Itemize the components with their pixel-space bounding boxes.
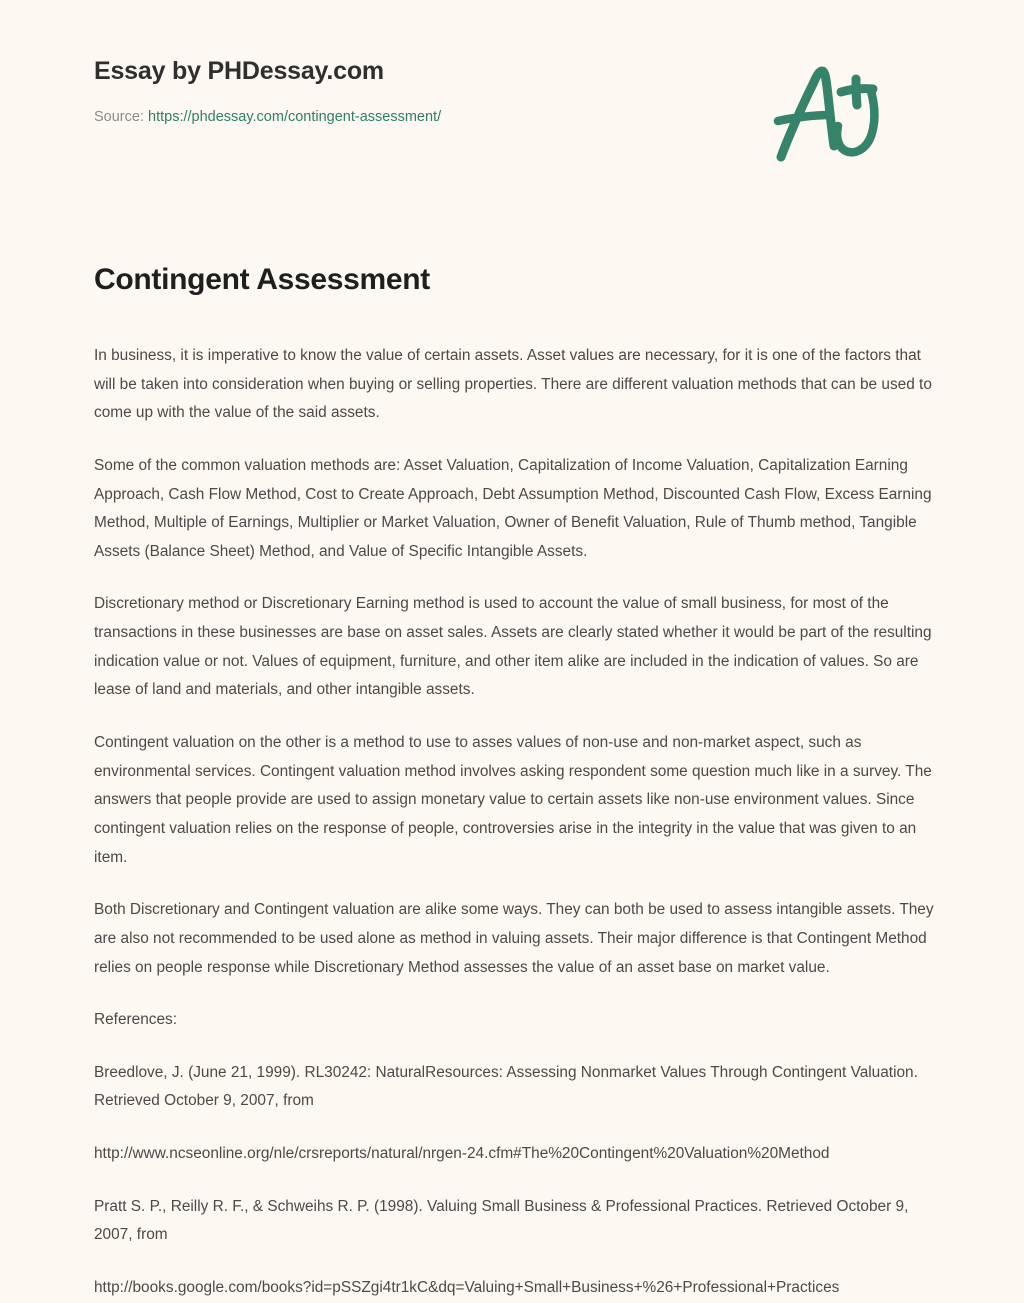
aplus-logo-icon (768, 60, 886, 164)
references-heading: References: (94, 1011, 177, 1029)
reference-entry: Breedlove, J. (June 21, 1999). RL30242: NaturalResources: Assessing Nonmarket Values Through Contingent Valuation. Retrieved October 9, 2007, from (94, 1063, 918, 1110)
paragraph: Discretionary method or Discretionary Earning method is used to account the value of small business, for most of the transactions in these businesses are base on asset sales. Assets are clearly stated whether it would be part of the resulting indication value or not. Values of equipment, furniture, and other item alike are included in the indication of values. So are lease of land and materials, and other intangible assets. (94, 595, 932, 699)
page-title: Contingent Assessment (94, 263, 430, 296)
source-url-link[interactable]: https://phdessay.com/contingent-assessment/ (148, 109, 442, 125)
reference-url: http://www.ncseonline.org/nle/crsreports/natural/nrgen-24.cfm#The%20Contingent%20Valuation%20Method (94, 1145, 830, 1163)
brand-title: Essay by PHDessay.com (94, 57, 384, 85)
paragraph: Some of the common valuation methods are: Asset Valuation, Capitalization of Income Valuation, Capitalization Earning Approach, Cash Flow Method, Cost to Create Approach, Debt Assumption Method, Discounted Cash Flow, Excess Earning Method, Multiple of Earnings, Multiplier or Market Valuation, Owner of Benefit Valuation, Rule of Thumb method, Tangible Assets (Balance Sheet) Method, and Value of Specific Intangible Assets. (94, 456, 932, 560)
reference-url: http://books.google.com/books?id=pSSZgi4tr1kC&dq=Valuing+Small+Business+%26+Professional+Practices (94, 1279, 840, 1297)
article-body (94, 342, 946, 1303)
source-label: Source: (94, 109, 144, 125)
paragraph: Both Discretionary and Contingent valuation are alike some ways. They can both be used to assess intangible assets. They are also not recommended to be used alone as method in valuing assets. Their major difference is that Contingent Method relies on people response while Discretionary Method assesses the value of an asset base on market value. (94, 901, 934, 976)
paragraph: Contingent valuation on the other is a method to use to asses values of non-use and non-market aspect, such as environmental services. Contingent valuation method involves asking respondent some question much like in a survey. The answers that people provide are used to assign monetary value to certain assets like non-use environment values. Since contingent valuation relies on the response of people, controversies arise in the integrity in the value that was given to an item. (94, 734, 932, 866)
paragraph: In business, it is imperative to know the value of certain assets. Asset values are necessary, for it is one of the factors that will be taken into consideration when buying or selling properties. There are different valuation methods that can be used to come up with the value of the said assets. (94, 347, 932, 422)
reference-entry: Pratt S. P., Reilly R. F., & Schweihs R. P. (1998). Valuing Small Business & Professional Practices. Retrieved October 9, 2007, from (94, 1197, 909, 1244)
document-header (94, 56, 946, 166)
